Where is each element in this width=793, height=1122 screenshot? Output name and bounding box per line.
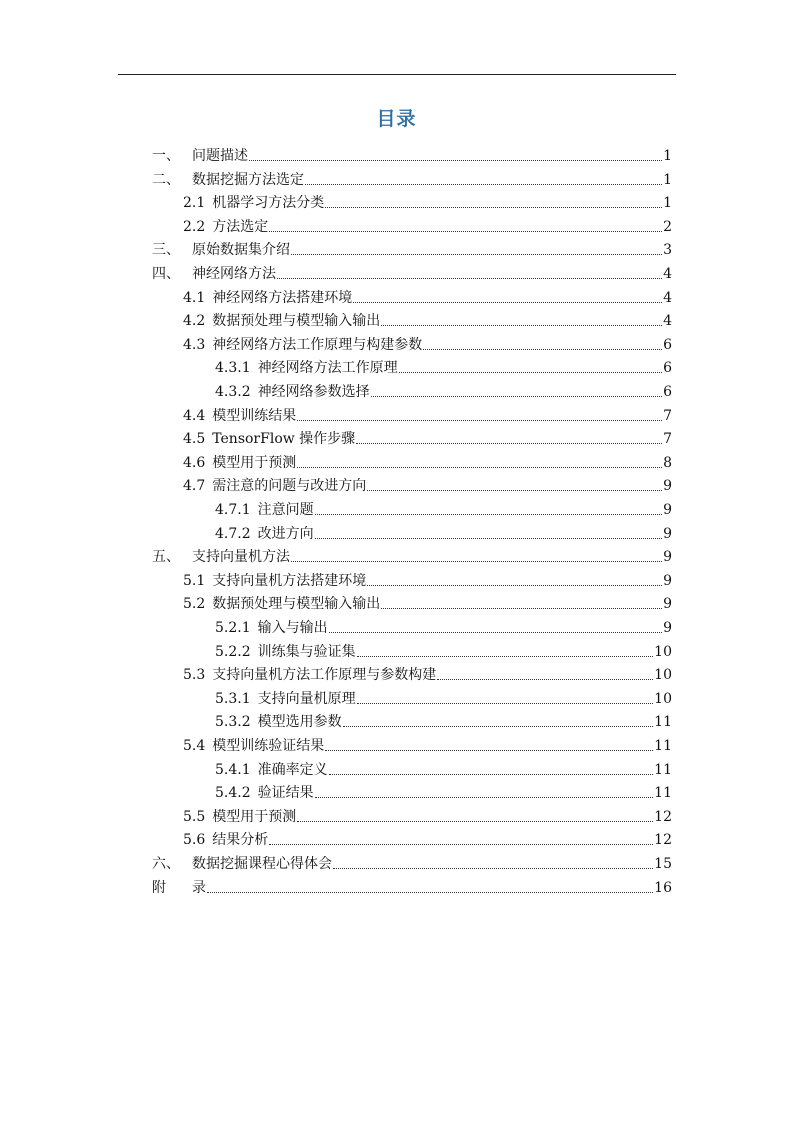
dot-leader: [297, 467, 662, 468]
toc-entry-page-number: 6: [663, 384, 672, 400]
toc-entry-page-number: 6: [663, 360, 672, 377]
dot-leader: [269, 844, 653, 845]
dot-leader: [371, 396, 662, 397]
toc-entry-page-number: 9: [663, 525, 672, 542]
dot-leader: [343, 726, 654, 727]
toc-entry-page-number: 11: [654, 738, 672, 754]
toc-entry-page-number: 9: [663, 572, 672, 589]
dot-leader: [423, 349, 662, 350]
toc-entry-label: 原始数据集介绍: [192, 242, 290, 259]
dot-leader: [291, 254, 662, 255]
toc-entry-number: 5.5: [183, 808, 206, 825]
toc-entry-page-number: 6: [663, 336, 672, 353]
toc-entry[interactable]: [183, 283, 672, 307]
dot-leader: [356, 443, 662, 444]
toc-entry-label: 训练集与验证集: [257, 643, 356, 660]
toc-entry-label: 神经网络方法工作原理与构建参数: [212, 336, 423, 353]
toc-entry-label: 支持向量机方法工作原理与参数构建: [212, 667, 437, 684]
dot-leader: [315, 797, 654, 798]
toc-entry-label: 模型训练结果: [212, 407, 297, 424]
toc-entry-label: 模型用于预测: [212, 454, 297, 471]
toc-entry-page-number: 11: [654, 761, 672, 778]
toc-entry-label: 神经网络参数选择: [257, 384, 370, 400]
toc-entry-page-number: 4: [663, 313, 672, 330]
toc-entry-page-number: 11: [654, 785, 672, 802]
toc-entry[interactable]: [215, 495, 672, 519]
dot-leader: [297, 420, 662, 421]
dot-leader: [207, 892, 653, 893]
toc-entry-page-number: 16: [654, 879, 672, 896]
toc-entry-number: 4.7: [183, 478, 206, 495]
toc-entry-page-number: 1: [663, 195, 672, 212]
toc-entry[interactable]: [215, 613, 672, 637]
toc-entry-page-number: 12: [654, 808, 672, 825]
dot-leader: [437, 679, 653, 680]
toc-entry-number: 5.3: [183, 667, 206, 684]
toc-entry-page-number: 7: [663, 431, 672, 448]
toc-entry-page-number: 9: [663, 502, 672, 518]
toc-entry-number: 三、: [152, 242, 180, 259]
toc-entry-number: 5.3.2: [215, 714, 251, 731]
toc-entry-number: 5.2.1: [215, 620, 251, 636]
toc-entry-number: 4.6: [183, 454, 206, 471]
dot-leader: [277, 278, 662, 279]
toc-entry[interactable]: [183, 471, 672, 495]
toc-entry-number: 5.4.1: [215, 761, 251, 778]
toc-title: 目录: [376, 108, 417, 130]
toc-entry-number: 4.2: [183, 313, 206, 330]
toc-entry[interactable]: [183, 424, 672, 448]
dot-leader: [315, 538, 662, 539]
dot-leader: [357, 703, 654, 704]
toc-entry[interactable]: [183, 448, 672, 472]
toc-entry-number: 二、: [152, 171, 180, 188]
dot-leader: [333, 868, 653, 869]
toc-entry-label: 支持向量机方法搭建环境: [212, 572, 367, 589]
dot-leader: [325, 207, 662, 208]
toc-entry[interactable]: [215, 637, 672, 661]
toc-entry-page-number: 9: [663, 478, 672, 495]
toc-entry-page-number: 10: [654, 667, 672, 684]
toc-entry-number: 5.6: [183, 832, 206, 849]
toc-entry[interactable]: [183, 188, 672, 212]
toc-entry-page-number: 10: [654, 690, 672, 707]
toc-entry[interactable]: [183, 401, 672, 425]
toc-entry-label: 机器学习方法分类: [212, 195, 325, 212]
toc-entry-number: 4.7.1: [215, 502, 251, 518]
dot-leader: [249, 160, 662, 161]
toc-entry-label: 数据挖掘方法选定: [192, 171, 304, 188]
toc-entry[interactable]: [152, 165, 672, 189]
toc-entry[interactable]: [215, 684, 672, 708]
toc-entry-label: 输入与输出: [257, 620, 328, 636]
toc-entry[interactable]: [215, 778, 672, 802]
toc-entry-number: 5.3.1: [215, 690, 251, 707]
toc-entry-number: 2.1: [183, 195, 206, 212]
toc-entry[interactable]: [152, 873, 672, 897]
toc-entry-number: 5.1: [183, 572, 206, 589]
toc-entry-number: 4.3.1: [215, 360, 251, 377]
toc-entry-page-number: 11: [654, 714, 672, 731]
toc-entry-label: 需注意的问题与改进方向: [212, 478, 367, 495]
toc-entry-page-number: 15: [654, 856, 672, 872]
toc-entry-number: 4.7.2: [215, 525, 251, 542]
toc-entry-label: 支持向量机原理: [257, 690, 356, 707]
dot-leader: [381, 325, 662, 326]
toc-entry-label: TensorFlow 操作步骤: [212, 431, 356, 448]
dot-leader: [399, 372, 662, 373]
dot-leader: [291, 561, 662, 562]
toc-entry[interactable]: [215, 755, 672, 779]
toc-entry[interactable]: [152, 849, 672, 873]
toc-entry-page-number: 1: [663, 148, 672, 164]
toc-entry-number: 4.5: [183, 431, 206, 448]
toc-entry[interactable]: [183, 589, 672, 613]
toc-entry-page-number: 4: [663, 266, 672, 282]
toc-entry-label: 验证结果: [257, 785, 314, 802]
toc-entry-label: 注意问题: [257, 502, 314, 518]
toc-entry[interactable]: [215, 353, 672, 377]
toc-entry[interactable]: [183, 306, 672, 330]
toc-entry-number: 5.2: [183, 596, 206, 613]
toc-entry-label: 模型训练验证结果: [212, 738, 325, 754]
toc-entry-number: 5.4.2: [215, 785, 251, 802]
dot-leader: [367, 490, 662, 491]
toc-entry-label: 录: [192, 879, 206, 896]
toc-entry-label: 数据预处理与模型输入输出: [212, 313, 381, 330]
toc-entry[interactable]: [152, 542, 672, 566]
toc-entry-label: 神经网络方法: [192, 266, 276, 282]
toc-entry[interactable]: [215, 519, 672, 543]
toc-entry-page-number: 9: [663, 596, 672, 613]
toc-entry-label: 神经网络方法工作原理: [257, 360, 398, 377]
toc-entry-page-number: 4: [663, 289, 672, 306]
toc-entry[interactable]: [215, 707, 672, 731]
toc-entry-number: 五、: [152, 549, 180, 566]
toc-entry[interactable]: [152, 259, 672, 283]
toc-entry[interactable]: [183, 566, 672, 590]
toc-entry-page-number: 12: [654, 832, 672, 849]
toc-entry-number: 六、: [152, 856, 180, 872]
toc-entry[interactable]: [183, 212, 672, 236]
toc-entry[interactable]: [183, 802, 672, 826]
toc-entry-label: 数据挖掘课程心得体会: [192, 856, 332, 872]
dot-leader: [269, 231, 662, 232]
toc-entry-label: 准确率定义: [257, 761, 328, 778]
toc-entry-page-number: 1: [663, 171, 672, 188]
toc-entry-number: 2.2: [183, 218, 206, 235]
toc-entry-page-number: 9: [663, 549, 672, 566]
toc-entry-number: 4.1: [183, 289, 206, 306]
toc-entry-number: 5.2.2: [215, 643, 251, 660]
toc-entry-number: 5.4: [183, 738, 206, 754]
toc-entry-label: 模型选用参数: [257, 714, 342, 731]
toc-entry-page-number: 7: [663, 407, 672, 424]
toc-entry-label: 结果分析: [212, 832, 269, 849]
toc-entry-page-number: 10: [654, 643, 672, 660]
toc-entry-number: 一、: [152, 148, 180, 164]
toc-entry-page-number: 2: [663, 218, 672, 235]
dot-leader: [305, 184, 662, 185]
header-rule: [118, 74, 676, 75]
toc-entry-label: 神经网络方法搭建环境: [212, 289, 353, 306]
dot-leader: [357, 656, 654, 657]
toc-entry-label: 模型用于预测: [212, 808, 297, 825]
dot-leader: [315, 514, 662, 515]
toc-entry[interactable]: [183, 731, 672, 755]
toc-entry[interactable]: [215, 377, 672, 401]
dot-leader: [381, 608, 662, 609]
dot-leader: [353, 302, 662, 303]
dot-leader: [329, 632, 662, 633]
toc-entry-number: 4.3: [183, 336, 206, 353]
toc-entry-page-number: 8: [663, 454, 672, 471]
toc-entry[interactable]: [183, 330, 672, 354]
toc-entry-page-number: 3: [663, 242, 672, 259]
toc-entry-page-number: 9: [663, 620, 672, 636]
toc-entry-number: 4.3.2: [215, 384, 251, 400]
toc-entry-number: 附: [152, 879, 166, 896]
dot-leader: [367, 585, 662, 586]
toc-entry[interactable]: [152, 141, 672, 165]
dot-leader: [297, 821, 653, 822]
toc-entry-label: 支持向量机方法: [192, 549, 290, 566]
toc-entry-label: 方法选定: [212, 218, 269, 235]
toc-entry-number: 四、: [152, 266, 180, 282]
toc-entry[interactable]: [183, 660, 672, 684]
dot-leader: [329, 774, 654, 775]
toc-entry-number: 4.4: [183, 407, 206, 424]
toc-entry-label: 数据预处理与模型输入输出: [212, 596, 381, 613]
toc-entry-label: 改进方向: [257, 525, 314, 542]
dot-leader: [325, 750, 653, 751]
toc-entry[interactable]: [152, 235, 672, 259]
toc-entry[interactable]: [183, 825, 672, 849]
toc-entry-label: 问题描述: [192, 148, 248, 164]
